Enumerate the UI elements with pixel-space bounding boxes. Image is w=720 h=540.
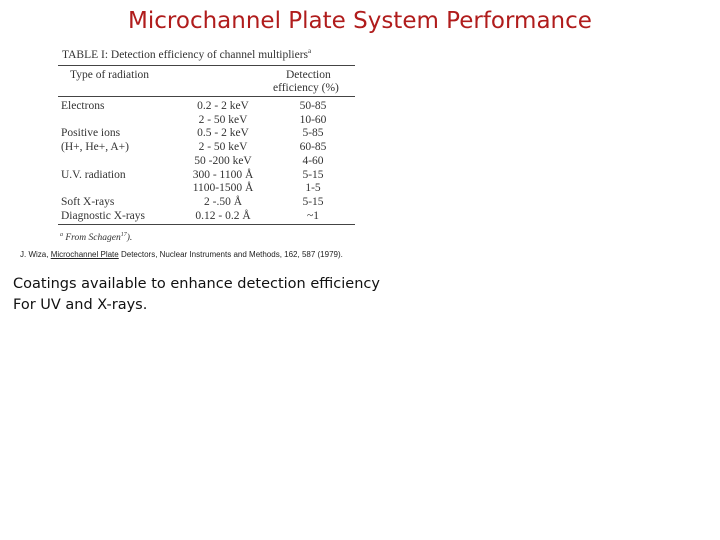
radiation-type-cell: Electrons — [61, 100, 105, 112]
header-detection: Detection — [286, 69, 331, 81]
radiation-type-cell: U.V. radiation — [61, 168, 126, 181]
citation: J. Wiza, Microchannel Plate Detectors, Nuclear Instruments and Methods, 162, 587 (1979). — [20, 250, 343, 259]
radiation-type-cell: Positive ions — [61, 127, 121, 140]
header-type-of-radiation: Type of radiation — [70, 69, 150, 81]
efficiency-cell: 5-15 — [302, 168, 324, 181]
radiation-type-cell: Diagnostic X-rays — [61, 209, 145, 222]
efficiency-cell: 50-85 — [299, 100, 327, 112]
table-caption: TABLE I: Detection efficiency of channel multipliers$^a$ — [62, 47, 312, 61]
table-footnote: $^a$ From Schagen$^{17}$). — [60, 232, 133, 244]
energy-range-cell: 0.2 - 2 keV — [197, 100, 249, 112]
efficiency-cell: 4-60 — [302, 154, 324, 167]
body-line-1: Coatings available to enhance detection efficiency — [13, 276, 380, 292]
table-row — [58, 141, 355, 153]
table-row — [58, 196, 355, 208]
header-efficiency: efficiency (%) — [273, 82, 339, 94]
table-row — [58, 155, 355, 167]
efficiency-cell: 5-15 — [302, 195, 324, 208]
table-row — [58, 100, 355, 112]
efficiency-cell: 10-60 — [299, 113, 327, 126]
body-text — [13, 274, 380, 316]
energy-range-cell: 300 - 1100 Å — [192, 168, 254, 181]
detection-efficiency-table — [58, 44, 358, 244]
table-row — [58, 169, 355, 181]
energy-range-cell: 0.5 - 2 keV — [197, 127, 249, 140]
radiation-type-cell: Soft X-rays — [61, 195, 115, 208]
efficiency-cell: 60-85 — [299, 141, 327, 154]
table-row — [58, 210, 355, 222]
citation-link[interactable]: Microchannel Plate — [50, 250, 119, 259]
efficiency-cell: ~1 — [307, 209, 319, 222]
table-row — [58, 127, 355, 139]
slide-title: Microchannel Plate System Performance — [128, 8, 592, 34]
body-line-2: For UV and X-rays. — [13, 297, 148, 313]
energy-range-cell: 2 - 50 keV — [198, 141, 248, 154]
table-row — [58, 182, 355, 194]
energy-range-cell: 0.12 - 0.2 Å — [195, 209, 251, 222]
energy-range-cell: 1100-1500 Å — [192, 182, 254, 195]
efficiency-cell: 5-85 — [302, 127, 324, 140]
radiation-type-cell: (H+, He+, A+) — [61, 141, 130, 154]
table-row — [58, 114, 355, 126]
energy-range-cell: 2 - 50 keV — [198, 113, 248, 126]
table-header-rule — [58, 96, 355, 97]
energy-range-cell: 2 -.50 Å — [203, 195, 242, 208]
table-top-rule — [58, 65, 355, 66]
energy-range-cell: 50 -200 keV — [194, 154, 252, 167]
table-bottom-rule — [58, 224, 355, 225]
efficiency-cell: 1-5 — [305, 182, 321, 195]
